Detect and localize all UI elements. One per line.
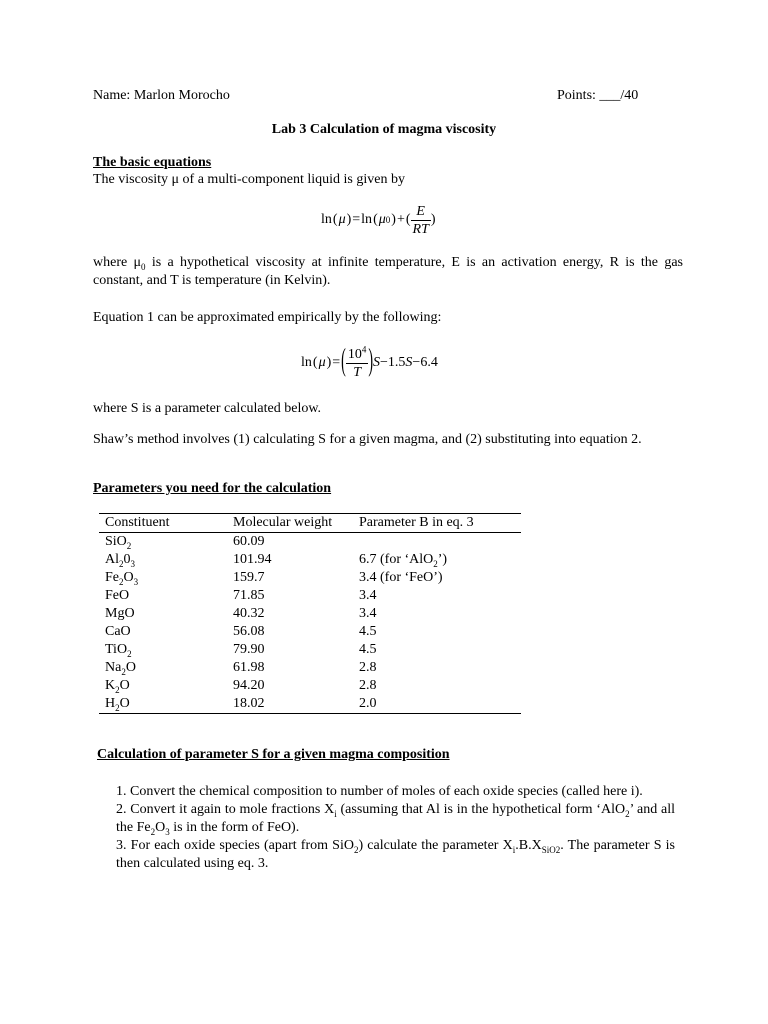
constituent-cell: $Fe_2O_3$	[105, 570, 139, 587]
constituent-cell: $Al_20_3$	[105, 552, 135, 569]
constituent-cell: $K_2O$	[105, 678, 130, 695]
table-row	[99, 695, 521, 714]
equation-2: ln ( μ ) = ( $\frac{10^4}{T}$ ) S −1.5 S −6.4	[301, 343, 438, 380]
equation-1: ln ( μ ) = ln ( μ 0 ) + ( $\frac{E}{RT}$ )	[321, 203, 436, 237]
eq1-ln-2: ln	[361, 212, 373, 227]
molecular-weight-cell: 94.20	[233, 678, 265, 693]
table-row	[99, 551, 521, 569]
table-row	[99, 659, 521, 677]
molecular-weight-cell: 159.7	[233, 570, 265, 585]
eq1-ln: ln	[321, 212, 332, 227]
column-header-parameter-b: Parameter B in eq. 3	[359, 514, 521, 533]
eq1-numerator: E	[411, 203, 431, 221]
constituent-cell: FeO	[105, 588, 130, 603]
table-row	[99, 533, 521, 552]
approx-text: Equation 1 can be approximated empirically by the following:	[93, 310, 442, 325]
molecular-weight-cell: 61.98	[233, 660, 265, 675]
molecular-weight-cell: 18.02	[233, 695, 359, 714]
molecular-weight-cell: 79.90	[233, 642, 265, 657]
eq1-mu: μ	[338, 212, 346, 227]
eq1-mu0: μ	[378, 212, 386, 227]
step-2: 2. Convert it again to mole fractions $X_i$ (assuming that Al is in the hypothetical form ‘AlO$_2$’ and all the $Fe_2O_3$ is in the form of FeO).	[116, 802, 675, 837]
eq1-fraction	[411, 203, 431, 238]
constituent-cell: $H_2O$	[99, 695, 233, 714]
section-heading-basic-equations: The basic equations	[93, 155, 212, 170]
parameter-b-cell: 2.8	[359, 678, 377, 693]
points-field: Points: ___/40	[557, 88, 639, 103]
constituent-cell: TiO$_2$	[105, 642, 132, 659]
parameters-table	[99, 513, 521, 714]
parameter-b-cell: 3.4 (for ‘FeO’)	[359, 570, 443, 585]
table-header-row	[99, 514, 521, 533]
table-row	[99, 587, 521, 605]
parameter-b-cell	[359, 533, 521, 552]
eq2-fraction	[346, 343, 369, 381]
parameter-b-cell: 2.8	[359, 660, 377, 675]
molecular-weight-cell: 60.09	[233, 534, 265, 549]
eq2-ln: ln	[301, 355, 312, 370]
table-row	[99, 605, 521, 623]
eq1-denominator: RT	[412, 221, 429, 237]
step-1: 1. Convert the chemical composition to number of moles of each oxide species (called here i).	[116, 784, 643, 799]
document-title: Lab 3 Calculation of magma viscosity	[271, 122, 497, 137]
section-heading-calculation: Calculation of parameter S for a given magma composition	[97, 747, 450, 762]
parameter-b-cell: 4.5	[359, 624, 377, 639]
table-row	[99, 569, 521, 587]
steps-list	[116, 783, 675, 873]
parameter-b-cell: 2.0	[359, 695, 521, 714]
column-header-constituent: Constituent	[99, 514, 233, 533]
section-heading-parameters: Parameters you need for the calculation	[93, 481, 332, 496]
shaw-method-text: Shaw’s method involves (1) calculating S for a given magma, and (2) substituting into equation 2.	[93, 432, 642, 447]
parameter-b-cell: 6.7 (for ‘AlO$_2$’)	[359, 552, 448, 569]
molecular-weight-cell: 56.08	[233, 624, 265, 639]
step-3: 3. For each oxide species (apart from SiO$_2$) calculate the parameter $X_i.B.X_{SiO2}$. The parameter S is then calculated using eq. 3.	[116, 838, 675, 871]
table-row	[99, 623, 521, 641]
molecular-weight-cell: 40.32	[233, 606, 265, 621]
where-mu0-text: where $\mu_0$ is a hypothetical viscosity at infinite temperature, E is an activation energy, R is the gas constant, and T is temperature (in Kelvin).	[93, 255, 683, 288]
eq2-mu: μ	[318, 355, 326, 370]
where-s-text: where S is a parameter calculated below.	[93, 401, 322, 416]
constituent-cell: MgO	[105, 606, 135, 621]
parameter-b-cell: 4.5	[359, 642, 377, 657]
student-name: Name: Marlon Morocho	[93, 88, 230, 103]
column-header-molecular-weight: Molecular weight	[233, 514, 359, 533]
constituent-cell: $Na_2O$	[105, 660, 136, 677]
intro-text: The viscosity μ of a multi-component liquid is given by	[93, 172, 405, 187]
eq2-denominator: T	[353, 364, 361, 380]
table-row	[99, 677, 521, 695]
parameter-b-cell: 3.4	[359, 588, 377, 603]
constituent-cell: SiO$_2$	[105, 534, 132, 551]
table-row	[99, 641, 521, 659]
molecular-weight-cell: 71.85	[233, 588, 265, 603]
eq2-numerator: $10^4$	[347, 343, 367, 362]
parameter-b-cell: 3.4	[359, 606, 377, 621]
molecular-weight-cell: 101.94	[233, 552, 272, 567]
parameters-table-wrap	[99, 513, 521, 714]
constituent-cell: CaO	[105, 624, 131, 639]
